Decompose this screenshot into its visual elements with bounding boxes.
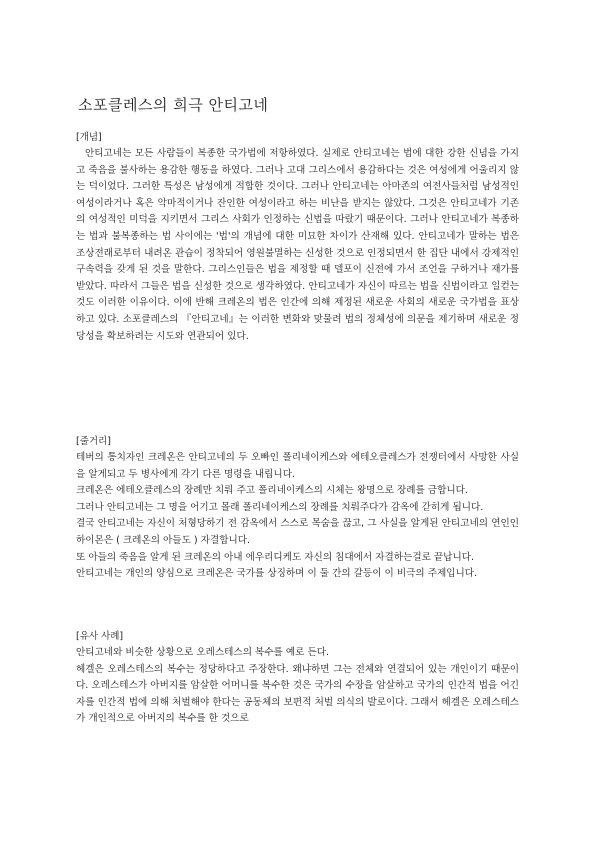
paragraph: 크레온은 에테오클레스의 장례만 치뤄 주고 폴리네이케스의 시체는 왕명으로 장례를 금합니다. [76, 485, 468, 497]
paragraph: 테버의 통치자인 크레온은 안티고네의 두 오빠인 폴리네이케스와 에테오클레스가 전쟁터에서 사망한 사실을 알게되고 두 병사에게 각기 다른 명령을 내립니다. [76, 452, 519, 480]
section-similar-case [76, 630, 519, 728]
paragraph: 헤겔은 오레스테스의 복수는 정당하다고 주장한다. 왜냐하면 그는 전체와 연결되어 있는 개인이기 때문이다. 오레스테스가 아버지를 암살한 어머니를 복수한 것은 국가의 수장을 암살하고 국가의 인간적 법을 어긴 자를 인간적 법에 의해 처벌해야 한다는 공동체의 보편적 처벌 의식의 발로이다. 그래서 헤겔은 오레스테스가 개인적으로 아버지의 복수를 한 것으로 [76, 663, 519, 725]
section-concept [76, 131, 519, 345]
paragraph: 그러나 안티고네는 그 명을 어기고 몰래 폴리네이케스의 장례를 치뤄주다가 감옥에 갇히게 됩니다. [76, 501, 484, 513]
paragraph: 안티고네와 비슷한 상황으로 오레스테스의 복수를 예로 든다. [76, 647, 330, 658]
paragraph: 안티고네는 모든 사람들이 복종한 국가법에 저항하였다. 실제로 안티고네는 법에 대한 강한 신념을 가지고 죽음을 불사하는 용감한 행동을 하였다. 그러나 고대 그리스에서 용감하다는 것은 여성에게 어울리지 않는 덕이었다. 그러한 특성은 남성에게 적합한 것이다. 그러나 안티고네는 아마존의 여전사들처럼 남성적인 여성이라거나 혹은 악마적이거나 잔인한 여성이라고 하는 비난을 받지는 않았다. 그것은 안티고네가 기존의 여성적인 미덕을 지키면서 그리스 사회가 인정하는 신법을 따랐기 때문이다. 그러나 안티고네가 복종하는 법과 불복종하는 법 사이에는 '법'의 개념에 대한 미묘한 차이가 산재해 있다. 안티고네가 말하는 법은 조상전래로부터 내려온 관습이 정착되어 영원불멸하는 신성한 것으로 인정되면서 한 집단 내에서 강제적인 구속력을 갖게 된 것을 말한다. 그리스인들은 법을 제정할 때 델포이 신전에 가서 조언을 구하거나 재가를 받았다. 따라서 그들은 법을 신성한 것으로 생각하였다. 안티고네가 자신이 따르는 법을 신법이라고 일컫는 것도 이러한 이유이다. 이에 반해 크레온의 법은 인간에 의해 제정된 새로운 사회의 새로운 국가법을 표상하고 있다. 소포클레스의 『안티고네』는 이러한 변화와 맞물려 법의 정체성에 의문을 제기하며 새로운 정당성을 확보하려는 시도와 연관되어 있다. [76, 148, 519, 342]
section-plot [76, 435, 519, 583]
paragraph: 또 아들의 죽음을 알게 된 크레온의 아내 에우리디케도 자신의 침대에서 자결하는걸로 끝납니다. [76, 551, 475, 563]
paragraph: 결국 안티고네는 자신이 처형당하기 전 감옥에서 스스로 목숨을 끊고, 그 사실을 알게된 안티고네의 연인인 하이몬은 ( 크레온의 아들도 ) 자결합니다. [76, 518, 519, 546]
paragraph: 안티고네는 개인의 양심으로 크레온은 국가를 상징하며 이 둘 간의 갈등이 이 비극의 주제입니다. [76, 568, 478, 580]
section-heading: [개념] [76, 132, 102, 143]
section-heading: [유사 사례] [76, 631, 124, 642]
section-heading: [줄거리] [76, 436, 111, 447]
document-title: 소포클레스의 희극 안티고네 [78, 96, 269, 114]
